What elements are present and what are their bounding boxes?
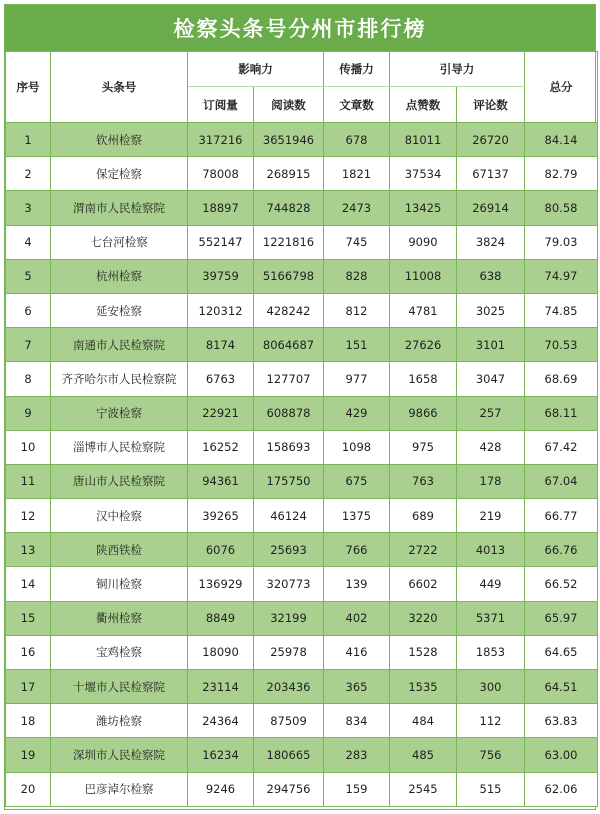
cell-account-name: 延安检察 [51, 293, 188, 327]
cell-rank: 19 [6, 738, 51, 772]
cell-reads: 320773 [254, 567, 324, 601]
header-total: 总分 [525, 52, 598, 123]
cell-subscriptions: 6076 [188, 533, 254, 567]
cell-comments: 3047 [457, 362, 525, 396]
cell-articles: 675 [324, 464, 390, 498]
header-spread: 传播力 [324, 52, 390, 87]
cell-comments: 219 [457, 499, 525, 533]
cell-likes: 37534 [390, 157, 457, 191]
cell-account-name: 钦州检察 [51, 123, 188, 157]
cell-articles: 416 [324, 635, 390, 669]
cell-subscriptions: 16252 [188, 430, 254, 464]
cell-likes: 11008 [390, 259, 457, 293]
cell-likes: 2722 [390, 533, 457, 567]
cell-subscriptions: 16234 [188, 738, 254, 772]
cell-rank: 8 [6, 362, 51, 396]
table-row [6, 464, 598, 498]
cell-likes: 1535 [390, 670, 457, 704]
table-row [6, 191, 598, 225]
cell-comments: 26914 [457, 191, 525, 225]
cell-comments: 756 [457, 738, 525, 772]
cell-subscriptions: 136929 [188, 567, 254, 601]
cell-comments: 3101 [457, 328, 525, 362]
table-row [6, 123, 598, 157]
cell-reads: 268915 [254, 157, 324, 191]
cell-likes: 485 [390, 738, 457, 772]
cell-reads: 294756 [254, 772, 324, 806]
cell-articles: 1098 [324, 430, 390, 464]
cell-rank: 13 [6, 533, 51, 567]
cell-subscriptions: 9246 [188, 772, 254, 806]
cell-total-score: 62.06 [525, 772, 598, 806]
cell-total-score: 80.58 [525, 191, 598, 225]
cell-account-name: 唐山市人民检察院 [51, 464, 188, 498]
header-subscriptions: 订阅量 [188, 87, 254, 123]
cell-account-name: 保定检察 [51, 157, 188, 191]
cell-rank: 3 [6, 191, 51, 225]
cell-likes: 6602 [390, 567, 457, 601]
header-account: 头条号 [51, 52, 188, 123]
header-reads: 阅读数 [254, 87, 324, 123]
cell-comments: 26720 [457, 123, 525, 157]
cell-total-score: 74.85 [525, 293, 598, 327]
cell-account-name: 陕西铁检 [51, 533, 188, 567]
cell-rank: 10 [6, 430, 51, 464]
cell-account-name: 潍坊检察 [51, 704, 188, 738]
cell-comments: 428 [457, 430, 525, 464]
cell-total-score: 65.97 [525, 601, 598, 635]
cell-subscriptions: 317216 [188, 123, 254, 157]
cell-total-score: 67.04 [525, 464, 598, 498]
cell-reads: 180665 [254, 738, 324, 772]
cell-subscriptions: 552147 [188, 225, 254, 259]
cell-likes: 2545 [390, 772, 457, 806]
cell-articles: 1821 [324, 157, 390, 191]
cell-reads: 3651946 [254, 123, 324, 157]
cell-comments: 300 [457, 670, 525, 704]
cell-reads: 158693 [254, 430, 324, 464]
table-row [6, 738, 598, 772]
cell-likes: 81011 [390, 123, 457, 157]
cell-articles: 402 [324, 601, 390, 635]
cell-articles: 678 [324, 123, 390, 157]
cell-reads: 127707 [254, 362, 324, 396]
cell-rank: 4 [6, 225, 51, 259]
cell-likes: 3220 [390, 601, 457, 635]
table-row [6, 259, 598, 293]
cell-articles: 1375 [324, 499, 390, 533]
cell-subscriptions: 120312 [188, 293, 254, 327]
cell-rank: 17 [6, 670, 51, 704]
cell-likes: 1528 [390, 635, 457, 669]
cell-reads: 428242 [254, 293, 324, 327]
cell-rank: 2 [6, 157, 51, 191]
cell-account-name: 淄博市人民检察院 [51, 430, 188, 464]
table-row [6, 533, 598, 567]
cell-subscriptions: 78008 [188, 157, 254, 191]
cell-total-score: 64.51 [525, 670, 598, 704]
cell-account-name: 渭南市人民检察院 [51, 191, 188, 225]
cell-total-score: 82.79 [525, 157, 598, 191]
cell-articles: 283 [324, 738, 390, 772]
table-row [6, 635, 598, 669]
table-row [6, 704, 598, 738]
table-row [6, 499, 598, 533]
cell-articles: 834 [324, 704, 390, 738]
cell-comments: 515 [457, 772, 525, 806]
cell-rank: 12 [6, 499, 51, 533]
cell-rank: 9 [6, 396, 51, 430]
cell-articles: 766 [324, 533, 390, 567]
cell-comments: 3824 [457, 225, 525, 259]
header-influence: 影响力 [188, 52, 324, 87]
table-row [6, 396, 598, 430]
table-row [6, 328, 598, 362]
cell-articles: 159 [324, 772, 390, 806]
cell-comments: 449 [457, 567, 525, 601]
cell-total-score: 84.14 [525, 123, 598, 157]
cell-reads: 5166798 [254, 259, 324, 293]
cell-subscriptions: 8174 [188, 328, 254, 362]
cell-articles: 977 [324, 362, 390, 396]
cell-rank: 15 [6, 601, 51, 635]
cell-total-score: 66.76 [525, 533, 598, 567]
cell-articles: 828 [324, 259, 390, 293]
cell-subscriptions: 39265 [188, 499, 254, 533]
cell-account-name: 巴彦淖尔检察 [51, 772, 188, 806]
cell-reads: 203436 [254, 670, 324, 704]
cell-likes: 27626 [390, 328, 457, 362]
cell-subscriptions: 24364 [188, 704, 254, 738]
table-row [6, 157, 598, 191]
header-comments: 评论数 [457, 87, 525, 123]
cell-total-score: 66.52 [525, 567, 598, 601]
cell-articles: 429 [324, 396, 390, 430]
cell-account-name: 铜川检察 [51, 567, 188, 601]
header-guidance: 引导力 [390, 52, 525, 87]
cell-subscriptions: 18897 [188, 191, 254, 225]
cell-reads: 608878 [254, 396, 324, 430]
header-likes: 点赞数 [390, 87, 457, 123]
cell-comments: 4013 [457, 533, 525, 567]
page-title: 检察头条号分州市排行榜 [5, 5, 595, 51]
cell-comments: 638 [457, 259, 525, 293]
table-row [6, 293, 598, 327]
cell-likes: 1658 [390, 362, 457, 396]
cell-account-name: 十堰市人民检察院 [51, 670, 188, 704]
cell-comments: 1853 [457, 635, 525, 669]
table-row [6, 601, 598, 635]
cell-likes: 763 [390, 464, 457, 498]
ranking-table-body [6, 123, 598, 807]
cell-total-score: 66.77 [525, 499, 598, 533]
cell-account-name: 宝鸡检察 [51, 635, 188, 669]
cell-subscriptions: 6763 [188, 362, 254, 396]
cell-likes: 484 [390, 704, 457, 738]
cell-account-name: 齐齐哈尔市人民检察院 [51, 362, 188, 396]
cell-articles: 2473 [324, 191, 390, 225]
table-row [6, 362, 598, 396]
cell-account-name: 衢州检察 [51, 601, 188, 635]
cell-subscriptions: 94361 [188, 464, 254, 498]
cell-total-score: 74.97 [525, 259, 598, 293]
cell-comments: 5371 [457, 601, 525, 635]
cell-subscriptions: 22921 [188, 396, 254, 430]
cell-reads: 25978 [254, 635, 324, 669]
cell-account-name: 深圳市人民检察院 [51, 738, 188, 772]
cell-likes: 13425 [390, 191, 457, 225]
table-row [6, 772, 598, 806]
cell-total-score: 67.42 [525, 430, 598, 464]
cell-articles: 365 [324, 670, 390, 704]
cell-rank: 7 [6, 328, 51, 362]
cell-likes: 9090 [390, 225, 457, 259]
header-rank: 序号 [6, 52, 51, 123]
cell-articles: 151 [324, 328, 390, 362]
cell-reads: 744828 [254, 191, 324, 225]
table-row [6, 225, 598, 259]
cell-rank: 5 [6, 259, 51, 293]
cell-likes: 689 [390, 499, 457, 533]
cell-total-score: 79.03 [525, 225, 598, 259]
cell-subscriptions: 39759 [188, 259, 254, 293]
cell-rank: 18 [6, 704, 51, 738]
cell-articles: 139 [324, 567, 390, 601]
cell-reads: 175750 [254, 464, 324, 498]
cell-comments: 67137 [457, 157, 525, 191]
cell-account-name: 汉中检察 [51, 499, 188, 533]
cell-rank: 14 [6, 567, 51, 601]
cell-account-name: 杭州检察 [51, 259, 188, 293]
cell-likes: 4781 [390, 293, 457, 327]
cell-total-score: 68.11 [525, 396, 598, 430]
cell-account-name: 宁波检察 [51, 396, 188, 430]
cell-reads: 8064687 [254, 328, 324, 362]
cell-articles: 745 [324, 225, 390, 259]
cell-comments: 257 [457, 396, 525, 430]
cell-reads: 32199 [254, 601, 324, 635]
cell-total-score: 70.53 [525, 328, 598, 362]
cell-rank: 20 [6, 772, 51, 806]
cell-rank: 1 [6, 123, 51, 157]
cell-account-name: 南通市人民检察院 [51, 328, 188, 362]
table-row [6, 670, 598, 704]
cell-likes: 9866 [390, 396, 457, 430]
ranking-table [5, 51, 598, 807]
cell-total-score: 63.00 [525, 738, 598, 772]
cell-total-score: 63.83 [525, 704, 598, 738]
cell-rank: 16 [6, 635, 51, 669]
cell-comments: 3025 [457, 293, 525, 327]
cell-reads: 46124 [254, 499, 324, 533]
cell-comments: 112 [457, 704, 525, 738]
cell-total-score: 68.69 [525, 362, 598, 396]
cell-total-score: 64.65 [525, 635, 598, 669]
cell-comments: 178 [457, 464, 525, 498]
cell-reads: 25693 [254, 533, 324, 567]
cell-likes: 975 [390, 430, 457, 464]
cell-account-name: 七台河检察 [51, 225, 188, 259]
cell-rank: 11 [6, 464, 51, 498]
cell-reads: 1221816 [254, 225, 324, 259]
table-row [6, 567, 598, 601]
table-row [6, 430, 598, 464]
header-articles: 文章数 [324, 87, 390, 123]
cell-rank: 6 [6, 293, 51, 327]
ranking-table-container [4, 4, 596, 810]
cell-subscriptions: 8849 [188, 601, 254, 635]
cell-articles: 812 [324, 293, 390, 327]
cell-reads: 87509 [254, 704, 324, 738]
cell-subscriptions: 23114 [188, 670, 254, 704]
cell-subscriptions: 18090 [188, 635, 254, 669]
